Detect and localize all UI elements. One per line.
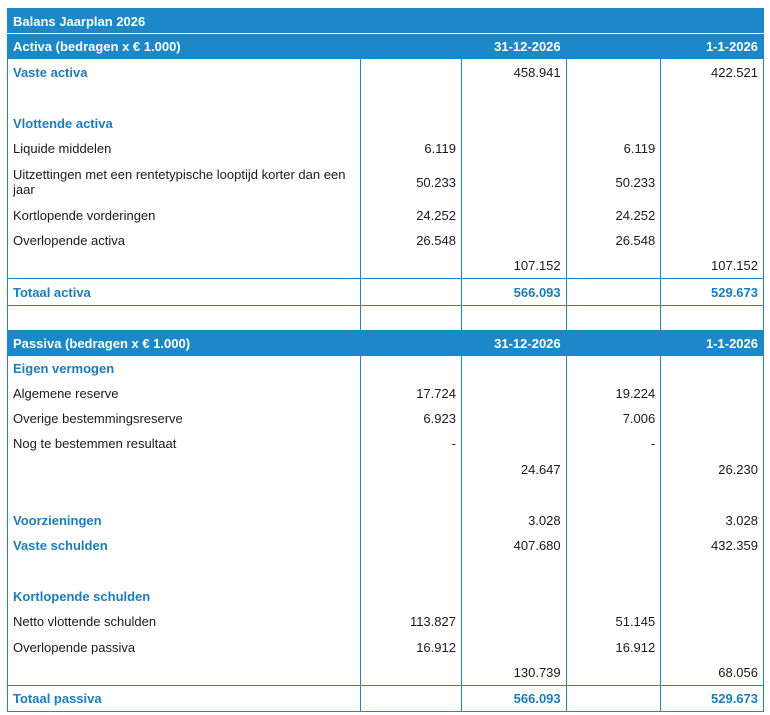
table-row: [8, 533, 764, 558]
table-row: [8, 59, 764, 85]
row-label: [8, 456, 361, 482]
total-value-1: [461, 609, 566, 634]
total-value-1: [461, 406, 566, 431]
row-label: Netto vlottende schulden: [8, 609, 361, 634]
activa-header-col2: 1-1-2026: [661, 34, 764, 60]
activa-header-label: Activa (bedragen x € 1.000): [8, 34, 361, 60]
total-value-2: [661, 380, 764, 406]
total-value-1: [461, 136, 566, 161]
activa-total-value-1: 566.093: [461, 279, 566, 306]
sub-value-1: [361, 558, 462, 583]
row-label: Kortlopende schulden: [8, 583, 361, 609]
sub-value-1: [361, 85, 462, 110]
table-row: [8, 110, 764, 136]
sub-value-2: [566, 456, 661, 482]
table-row: [8, 634, 764, 660]
sub-value-1: [361, 253, 462, 279]
total-value-2: [661, 85, 764, 110]
sub-value-2: 50.233: [566, 161, 661, 203]
total-value-1: [461, 228, 566, 253]
total-value-2: [661, 558, 764, 583]
total-value-2: 432.359: [661, 533, 764, 558]
total-value-1: [461, 380, 566, 406]
table-title-row: [8, 9, 764, 34]
sub-value-2: [566, 558, 661, 583]
table-row: [8, 380, 764, 406]
section-spacer: [8, 306, 764, 331]
table-row: [8, 161, 764, 203]
total-value-2: 422.521: [661, 59, 764, 85]
total-value-1: 3.028: [461, 507, 566, 533]
passiva-total-row: [8, 686, 764, 712]
total-value-2: 3.028: [661, 507, 764, 533]
sub-value-1: 50.233: [361, 161, 462, 203]
row-label: [8, 85, 361, 110]
sub-value-2: [566, 110, 661, 136]
sub-value-1: [361, 356, 462, 380]
total-value-1: [461, 85, 566, 110]
table-row: [8, 660, 764, 686]
row-label: Vaste activa: [8, 59, 361, 85]
total-value-2: [661, 431, 764, 456]
total-value-2: [661, 136, 764, 161]
row-label: [8, 253, 361, 279]
sub-value-2: 24.252: [566, 203, 661, 228]
total-value-2: [661, 583, 764, 609]
activa-total-label: Totaal activa: [8, 279, 361, 306]
sub-value-1: [361, 456, 462, 482]
total-value-1: 107.152: [461, 253, 566, 279]
sub-value-1: [361, 660, 462, 686]
sub-value-1: 6.923: [361, 406, 462, 431]
activa-header-row: [8, 34, 764, 60]
table-row: [8, 583, 764, 609]
sub-value-2: 6.119: [566, 136, 661, 161]
total-value-2: [661, 634, 764, 660]
row-label: Liquide middelen: [8, 136, 361, 161]
row-label: Kortlopende vorderingen: [8, 203, 361, 228]
passiva-header-row: [8, 331, 764, 357]
table-row: [8, 136, 764, 161]
table-row: [8, 431, 764, 456]
balance-table: [7, 8, 764, 712]
total-value-1: [461, 431, 566, 456]
table-row: [8, 507, 764, 533]
sub-value-2: 51.145: [566, 609, 661, 634]
row-label: [8, 482, 361, 507]
total-value-2: [661, 228, 764, 253]
total-value-2: 68.056: [661, 660, 764, 686]
total-value-2: [661, 406, 764, 431]
table-title: Balans Jaarplan 2026: [8, 9, 764, 34]
total-value-2: [661, 161, 764, 203]
activa-header-col1: 31-12-2026: [461, 34, 566, 60]
total-value-1: 458.941: [461, 59, 566, 85]
sub-value-2: 19.224: [566, 380, 661, 406]
row-label: [8, 558, 361, 583]
sub-value-1: [361, 482, 462, 507]
table-row: [8, 356, 764, 380]
activa-total-value-2: 529.673: [661, 279, 764, 306]
row-label: Uitzettingen met een rentetypische looptijd korter dan een jaar: [8, 161, 361, 203]
row-label: Algemene reserve: [8, 380, 361, 406]
sub-value-1: -: [361, 431, 462, 456]
sub-value-1: [361, 533, 462, 558]
sub-value-1: 24.252: [361, 203, 462, 228]
total-value-1: [461, 110, 566, 136]
sub-value-2: -: [566, 431, 661, 456]
passiva-header-col2: 1-1-2026: [661, 331, 764, 357]
sub-value-1: 26.548: [361, 228, 462, 253]
row-label: Vaste schulden: [8, 533, 361, 558]
total-value-1: 407.680: [461, 533, 566, 558]
total-value-2: [661, 203, 764, 228]
row-label: Overlopende activa: [8, 228, 361, 253]
sub-value-2: 7.006: [566, 406, 661, 431]
table-row: [8, 85, 764, 110]
total-value-2: [661, 110, 764, 136]
sub-value-2: [566, 59, 661, 85]
sub-value-2: 26.548: [566, 228, 661, 253]
sub-value-1: [361, 59, 462, 85]
total-value-2: 26.230: [661, 456, 764, 482]
row-label: Vlottende activa: [8, 110, 361, 136]
table-row: [8, 406, 764, 431]
total-value-1: [461, 203, 566, 228]
activa-total-row: [8, 279, 764, 306]
sub-value-2: [566, 533, 661, 558]
total-value-1: [461, 634, 566, 660]
total-value-1: [461, 356, 566, 380]
total-value-1: [461, 558, 566, 583]
passiva-total-value-1: 566.093: [461, 686, 566, 712]
sub-value-2: [566, 660, 661, 686]
sub-value-1: [361, 583, 462, 609]
balance-sheet: [7, 8, 764, 712]
sub-value-1: 6.119: [361, 136, 462, 161]
table-row: [8, 203, 764, 228]
row-label: Eigen vermogen: [8, 356, 361, 380]
sub-value-1: [361, 110, 462, 136]
table-row: [8, 228, 764, 253]
passiva-header-col1: 31-12-2026: [461, 331, 566, 357]
sub-value-2: [566, 482, 661, 507]
row-label: Voorzieningen: [8, 507, 361, 533]
passiva-total-value-2: 529.673: [661, 686, 764, 712]
total-value-2: [661, 609, 764, 634]
passiva-total-label: Totaal passiva: [8, 686, 361, 712]
total-value-2: [661, 356, 764, 380]
table-row: [8, 456, 764, 482]
sub-value-2: [566, 583, 661, 609]
row-label: Nog te bestemmen resultaat: [8, 431, 361, 456]
sub-value-2: 16.912: [566, 634, 661, 660]
total-value-2: 107.152: [661, 253, 764, 279]
table-row: [8, 558, 764, 583]
sub-value-1: 17.724: [361, 380, 462, 406]
sub-value-2: [566, 85, 661, 110]
total-value-1: [461, 482, 566, 507]
sub-value-1: 16.912: [361, 634, 462, 660]
sub-value-1: [361, 507, 462, 533]
sub-value-2: [566, 507, 661, 533]
sub-value-1: 113.827: [361, 609, 462, 634]
row-label: [8, 660, 361, 686]
total-value-1: 24.647: [461, 456, 566, 482]
table-row: [8, 609, 764, 634]
table-row: [8, 482, 764, 507]
total-value-1: [461, 583, 566, 609]
total-value-2: [661, 482, 764, 507]
row-label: Overige bestemmingsreserve: [8, 406, 361, 431]
table-row: [8, 253, 764, 279]
row-label: Overlopende passiva: [8, 634, 361, 660]
passiva-header-label: Passiva (bedragen x € 1.000): [8, 331, 361, 357]
sub-value-2: [566, 356, 661, 380]
total-value-1: 130.739: [461, 660, 566, 686]
total-value-1: [461, 161, 566, 203]
sub-value-2: [566, 253, 661, 279]
